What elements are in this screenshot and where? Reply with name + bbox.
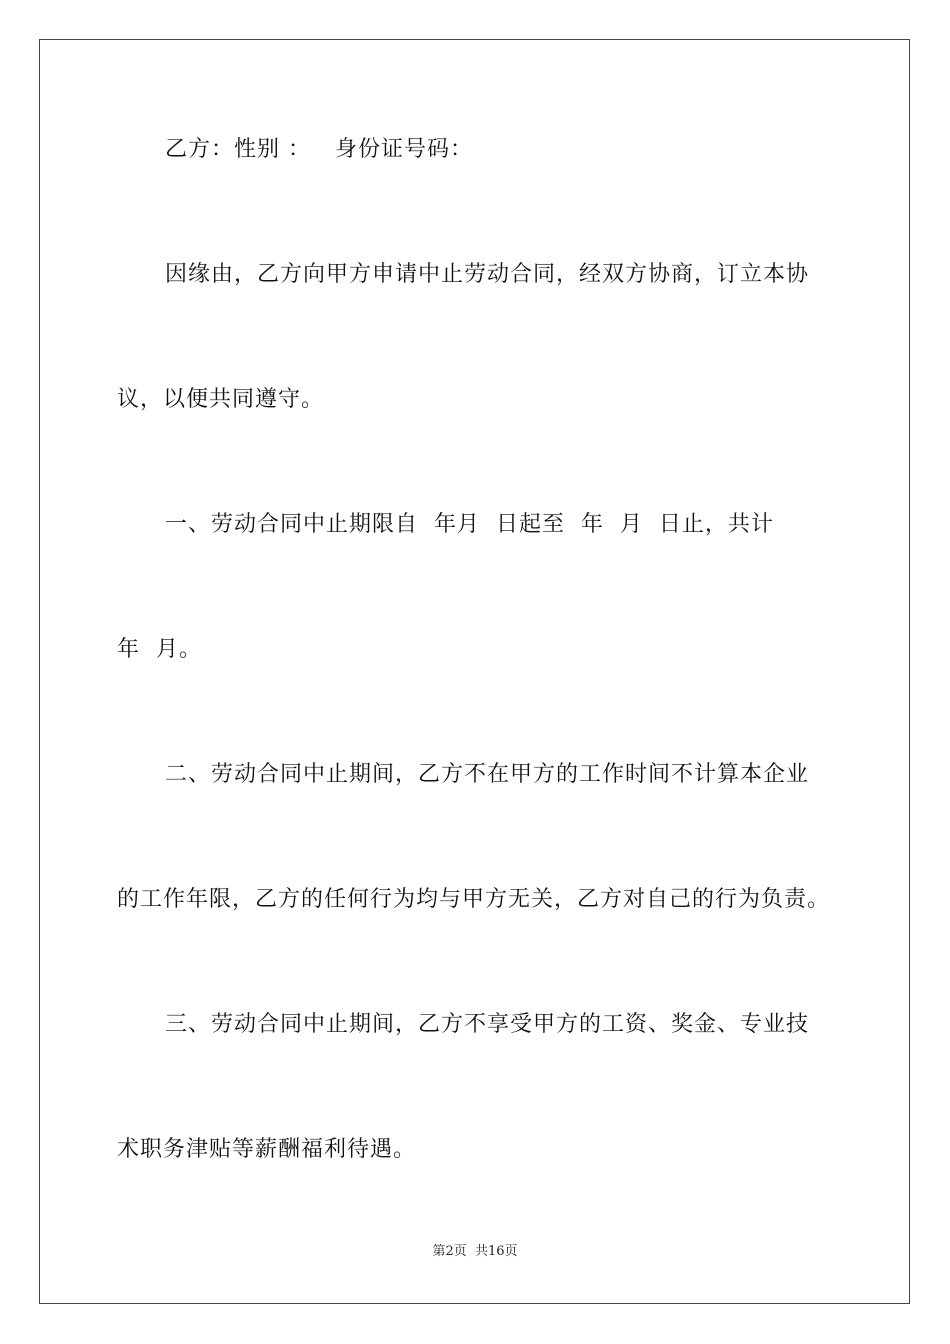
- page-frame: [39, 39, 910, 1304]
- clause-3-line-1: 三、劳动合同中止期间，乙方不享受甲方的工资、奖金、专业技: [165, 1012, 810, 1037]
- clause-2-line-2: 的工作年限，乙方的任何行为均与甲方无关，乙方对自己的行为负责。: [117, 887, 831, 912]
- clause-2-line-1: 二、劳动合同中止期间，乙方不在甲方的工作时间不计算本企业: [165, 762, 810, 787]
- party-b-info-line: 乙方：性别 ： 身份证号码：: [165, 137, 473, 162]
- clause-1-line-1: 一、劳动合同中止期限自 年月 日起至 年 月 日止，共计: [165, 512, 774, 537]
- clause-3-line-2: 术职务津贴等薪酬福利待遇。: [117, 1137, 417, 1162]
- page-number-footer: 第2页 共16页: [432, 1244, 518, 1259]
- paragraph-intro-line-1: 因缘由，乙方向甲方申请中止劳动合同，经双方协商，订立本协: [165, 262, 810, 287]
- paragraph-intro-line-2: 议，以便共同遵守。: [117, 387, 325, 412]
- clause-1-line-2: 年 月。: [117, 637, 202, 662]
